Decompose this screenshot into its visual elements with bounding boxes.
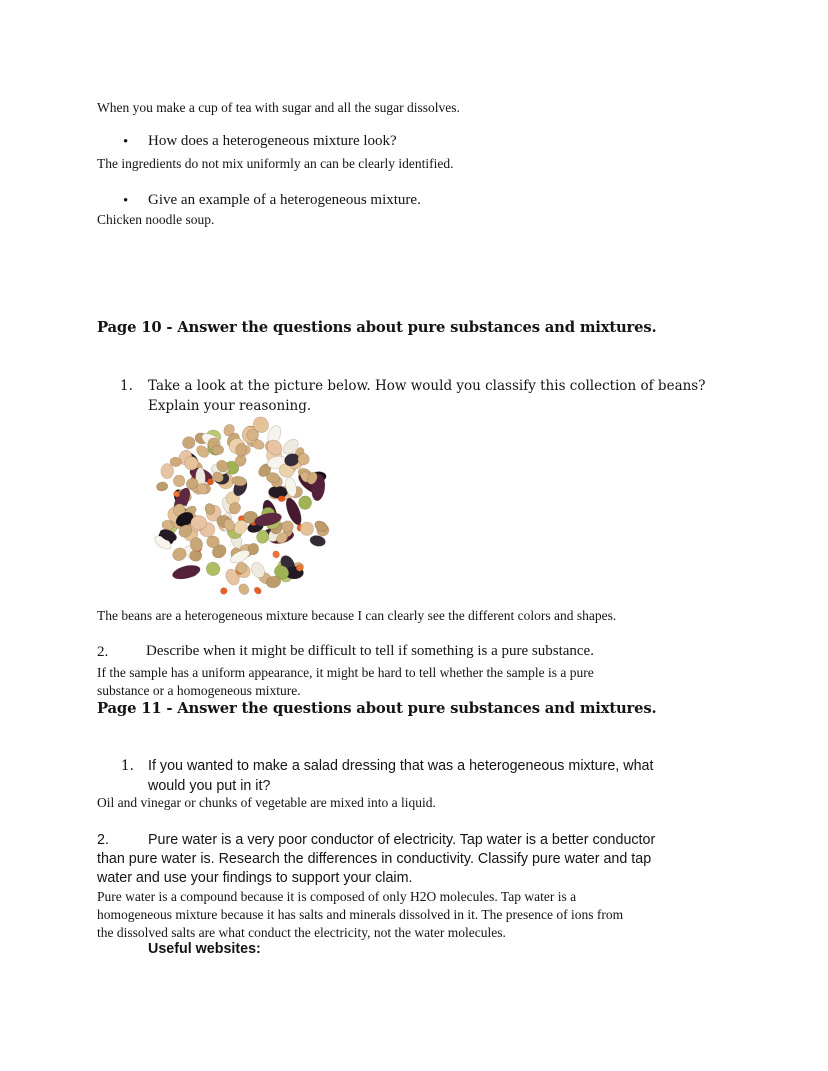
answer-line: substance or a homogeneous mixture. <box>97 683 301 699</box>
page11-heading: Page 11 - Answer the questions about pure substances and mixtures. <box>97 700 657 717</box>
bullet-answer-1: The ingredients do not mix uniformly an can be clearly identified. <box>97 156 454 171</box>
answer-line: If the sample has a uniform appearance, it might be hard to tell whether the sample is a pure <box>97 665 594 680</box>
page11-q2-number: 2. <box>97 832 109 848</box>
bullet-answer-2: Chicken noodle soup. <box>97 212 215 227</box>
bullet-icon: • <box>123 134 129 150</box>
question-line: Explain your reasoning. <box>148 397 312 414</box>
page11-q2-question-line2: than pure water is. Research the differences in conductivity. Classify pure water and tap <box>97 851 652 867</box>
page10-q2-question: Describe when it might be difficult to tell if something is a pure substance. <box>146 643 594 659</box>
useful-websites-label: Useful websites: <box>148 941 261 957</box>
question-line: would you put in it? <box>148 778 271 794</box>
page10-q1-answer: The beans are a heterogeneous mixture because I can clearly see the different colors and shapes. <box>97 608 617 623</box>
page11-q1-answer: Oil and vinegar or chunks of vegetable are mixed into a liquid. <box>97 795 436 810</box>
page10-q2-number: 2. <box>97 644 109 660</box>
page11-q1-number: 1. <box>121 758 134 774</box>
page10-heading: Page 10 - Answer the questions about pure substances and mixtures. <box>97 319 657 336</box>
bullet-icon: • <box>123 193 129 209</box>
answer-line: the dissolved salts are what conduct the electricity, not the water molecules. <box>97 925 506 940</box>
page10-q1-number: 1. <box>120 378 133 394</box>
page11-q1-question <box>148 756 653 796</box>
page10-q1-question <box>148 377 705 416</box>
bullet-question-1: How does a heterogeneous mixture look? <box>148 133 397 149</box>
page10-q2-answer <box>97 664 594 701</box>
page11-q2-question-line3: water and use your findings to support your claim. <box>97 870 413 886</box>
tea-answer-text: When you make a cup of tea with sugar and all the sugar dissolves. <box>97 100 460 115</box>
question-line: If you wanted to make a salad dressing that was a heterogeneous mixture, what <box>148 758 654 774</box>
bullet-question-2: Give an example of a heterogeneous mixture. <box>148 192 421 208</box>
beans-photo <box>142 416 342 604</box>
page11-q2-answer <box>97 888 623 942</box>
answer-line: Pure water is a compound because it is composed of only H2O molecules. Tap water is a <box>97 889 577 904</box>
answer-line: homogeneous mixture because it has salts and minerals dissolved in it. The presence of ions from <box>97 907 624 922</box>
page11-q2-question-line1: Pure water is a very poor conductor of electricity. Tap water is a better conductor <box>148 832 656 848</box>
question-line: Take a look at the picture below. How would you classify this collection of beans? <box>148 378 706 394</box>
